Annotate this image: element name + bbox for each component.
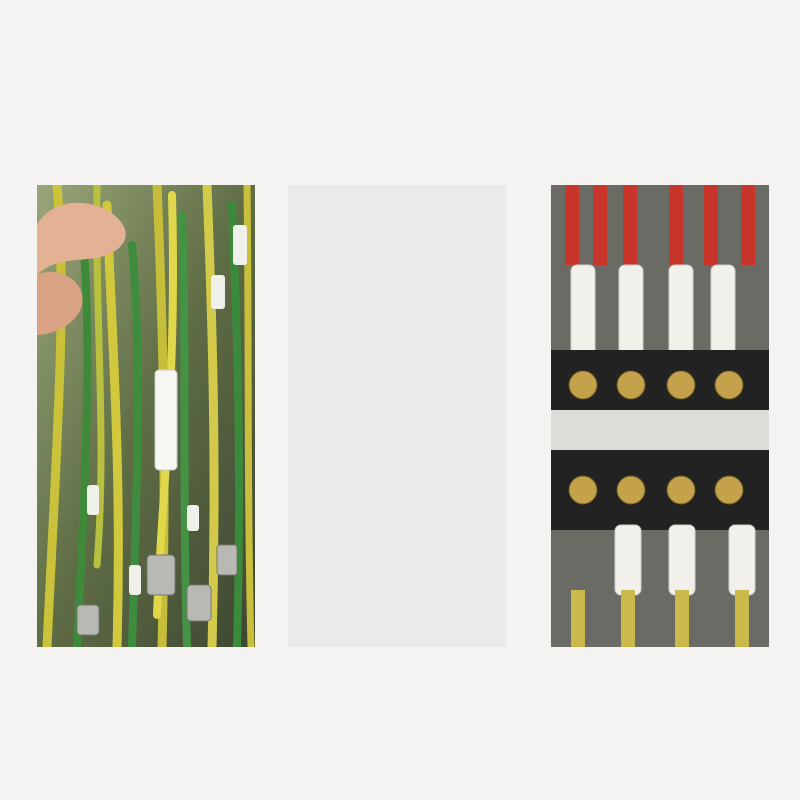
heat-shrink-photo [551,185,769,647]
wire-bundle-illustration [37,185,255,647]
casing-photo [37,185,255,647]
terminal-block-illustration [551,185,769,647]
sticker-samples [288,185,506,647]
